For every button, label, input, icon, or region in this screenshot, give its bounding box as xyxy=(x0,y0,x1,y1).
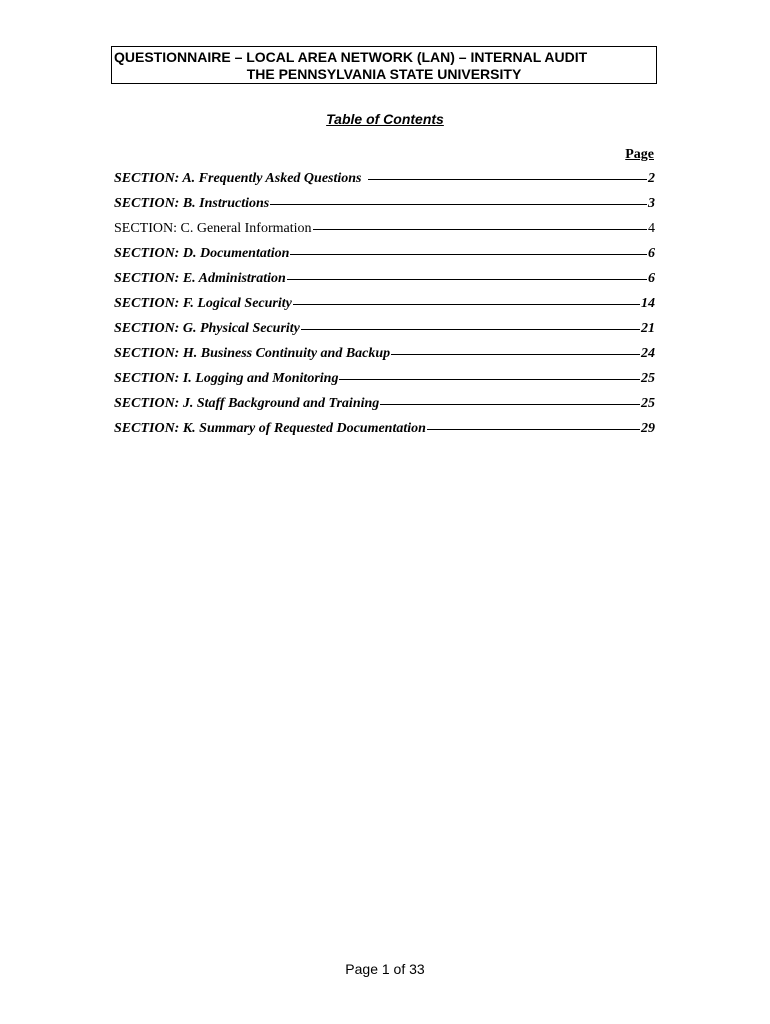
toc-entry-title: SECTION: H. Business Continuity and Backup xyxy=(114,346,391,361)
toc-entry-page: 25 xyxy=(641,371,655,386)
toc-entry-a[interactable] xyxy=(114,171,655,196)
toc-entry-g[interactable] xyxy=(114,321,655,346)
toc-leader xyxy=(339,379,640,380)
toc-entry-page: 25 xyxy=(641,396,655,411)
toc-entry-e[interactable] xyxy=(114,271,655,296)
toc-entry-title: SECTION: A. Frequently Asked Questions xyxy=(114,171,362,186)
toc-leader xyxy=(293,304,640,305)
toc-entry-title: SECTION: J. Staff Background and Training xyxy=(114,396,380,411)
toc-entry-page: 29 xyxy=(641,421,655,436)
toc-entry-h[interactable] xyxy=(114,346,655,371)
toc-heading: Table of Contents xyxy=(326,111,444,127)
toc-leader xyxy=(270,204,647,205)
organization-name: THE PENNSYLVANIA STATE UNIVERSITY xyxy=(246,66,522,82)
toc-entry-f[interactable] xyxy=(114,296,655,321)
document-title: QUESTIONNAIRE – LOCAL AREA NETWORK (LAN) – INTERNAL AUDIT xyxy=(114,49,588,65)
toc-entry-page: 6 xyxy=(648,246,655,261)
toc-entry-title: SECTION: E. Administration xyxy=(114,271,286,286)
toc-entry-c[interactable] xyxy=(114,221,655,246)
toc-entry-page: 3 xyxy=(648,196,655,211)
toc-entry-title: SECTION: K. Summary of Requested Documentation xyxy=(114,421,426,436)
page-number-footer: Page 1 of 33 xyxy=(345,961,425,977)
toc-entry-page: 21 xyxy=(641,321,655,336)
document-title-box xyxy=(111,46,657,84)
toc-entry-title: SECTION: I. Logging and Monitoring xyxy=(114,371,339,386)
toc-entry-title: SECTION: D. Documentation xyxy=(114,246,290,261)
toc-entry-title: SECTION: G. Physical Security xyxy=(114,321,300,336)
toc-leader xyxy=(290,254,647,255)
toc-leader xyxy=(368,179,648,180)
toc-entry-title: SECTION: F. Logical Security xyxy=(114,296,292,311)
toc-entry-page: 24 xyxy=(641,346,655,361)
toc-list xyxy=(114,171,655,446)
toc-entry-title: SECTION: B. Instructions xyxy=(114,196,270,211)
toc-entry-d[interactable] xyxy=(114,246,655,271)
toc-entry-page: 2 xyxy=(648,171,655,186)
toc-entry-page: 4 xyxy=(648,221,655,236)
toc-leader xyxy=(287,279,647,280)
toc-entry-b[interactable] xyxy=(114,196,655,221)
toc-leader xyxy=(391,354,640,355)
toc-leader xyxy=(427,429,640,430)
toc-entry-j[interactable] xyxy=(114,396,655,421)
toc-entry-i[interactable] xyxy=(114,371,655,396)
toc-leader xyxy=(380,404,640,405)
toc-entry-title: SECTION: C. General Information xyxy=(114,221,312,236)
toc-entry-page: 14 xyxy=(641,296,655,311)
toc-leader xyxy=(313,229,647,230)
toc-leader xyxy=(301,329,640,330)
toc-entry-page: 6 xyxy=(648,271,655,286)
toc-page-column-label: Page xyxy=(625,147,654,162)
toc-entry-k[interactable] xyxy=(114,421,655,446)
